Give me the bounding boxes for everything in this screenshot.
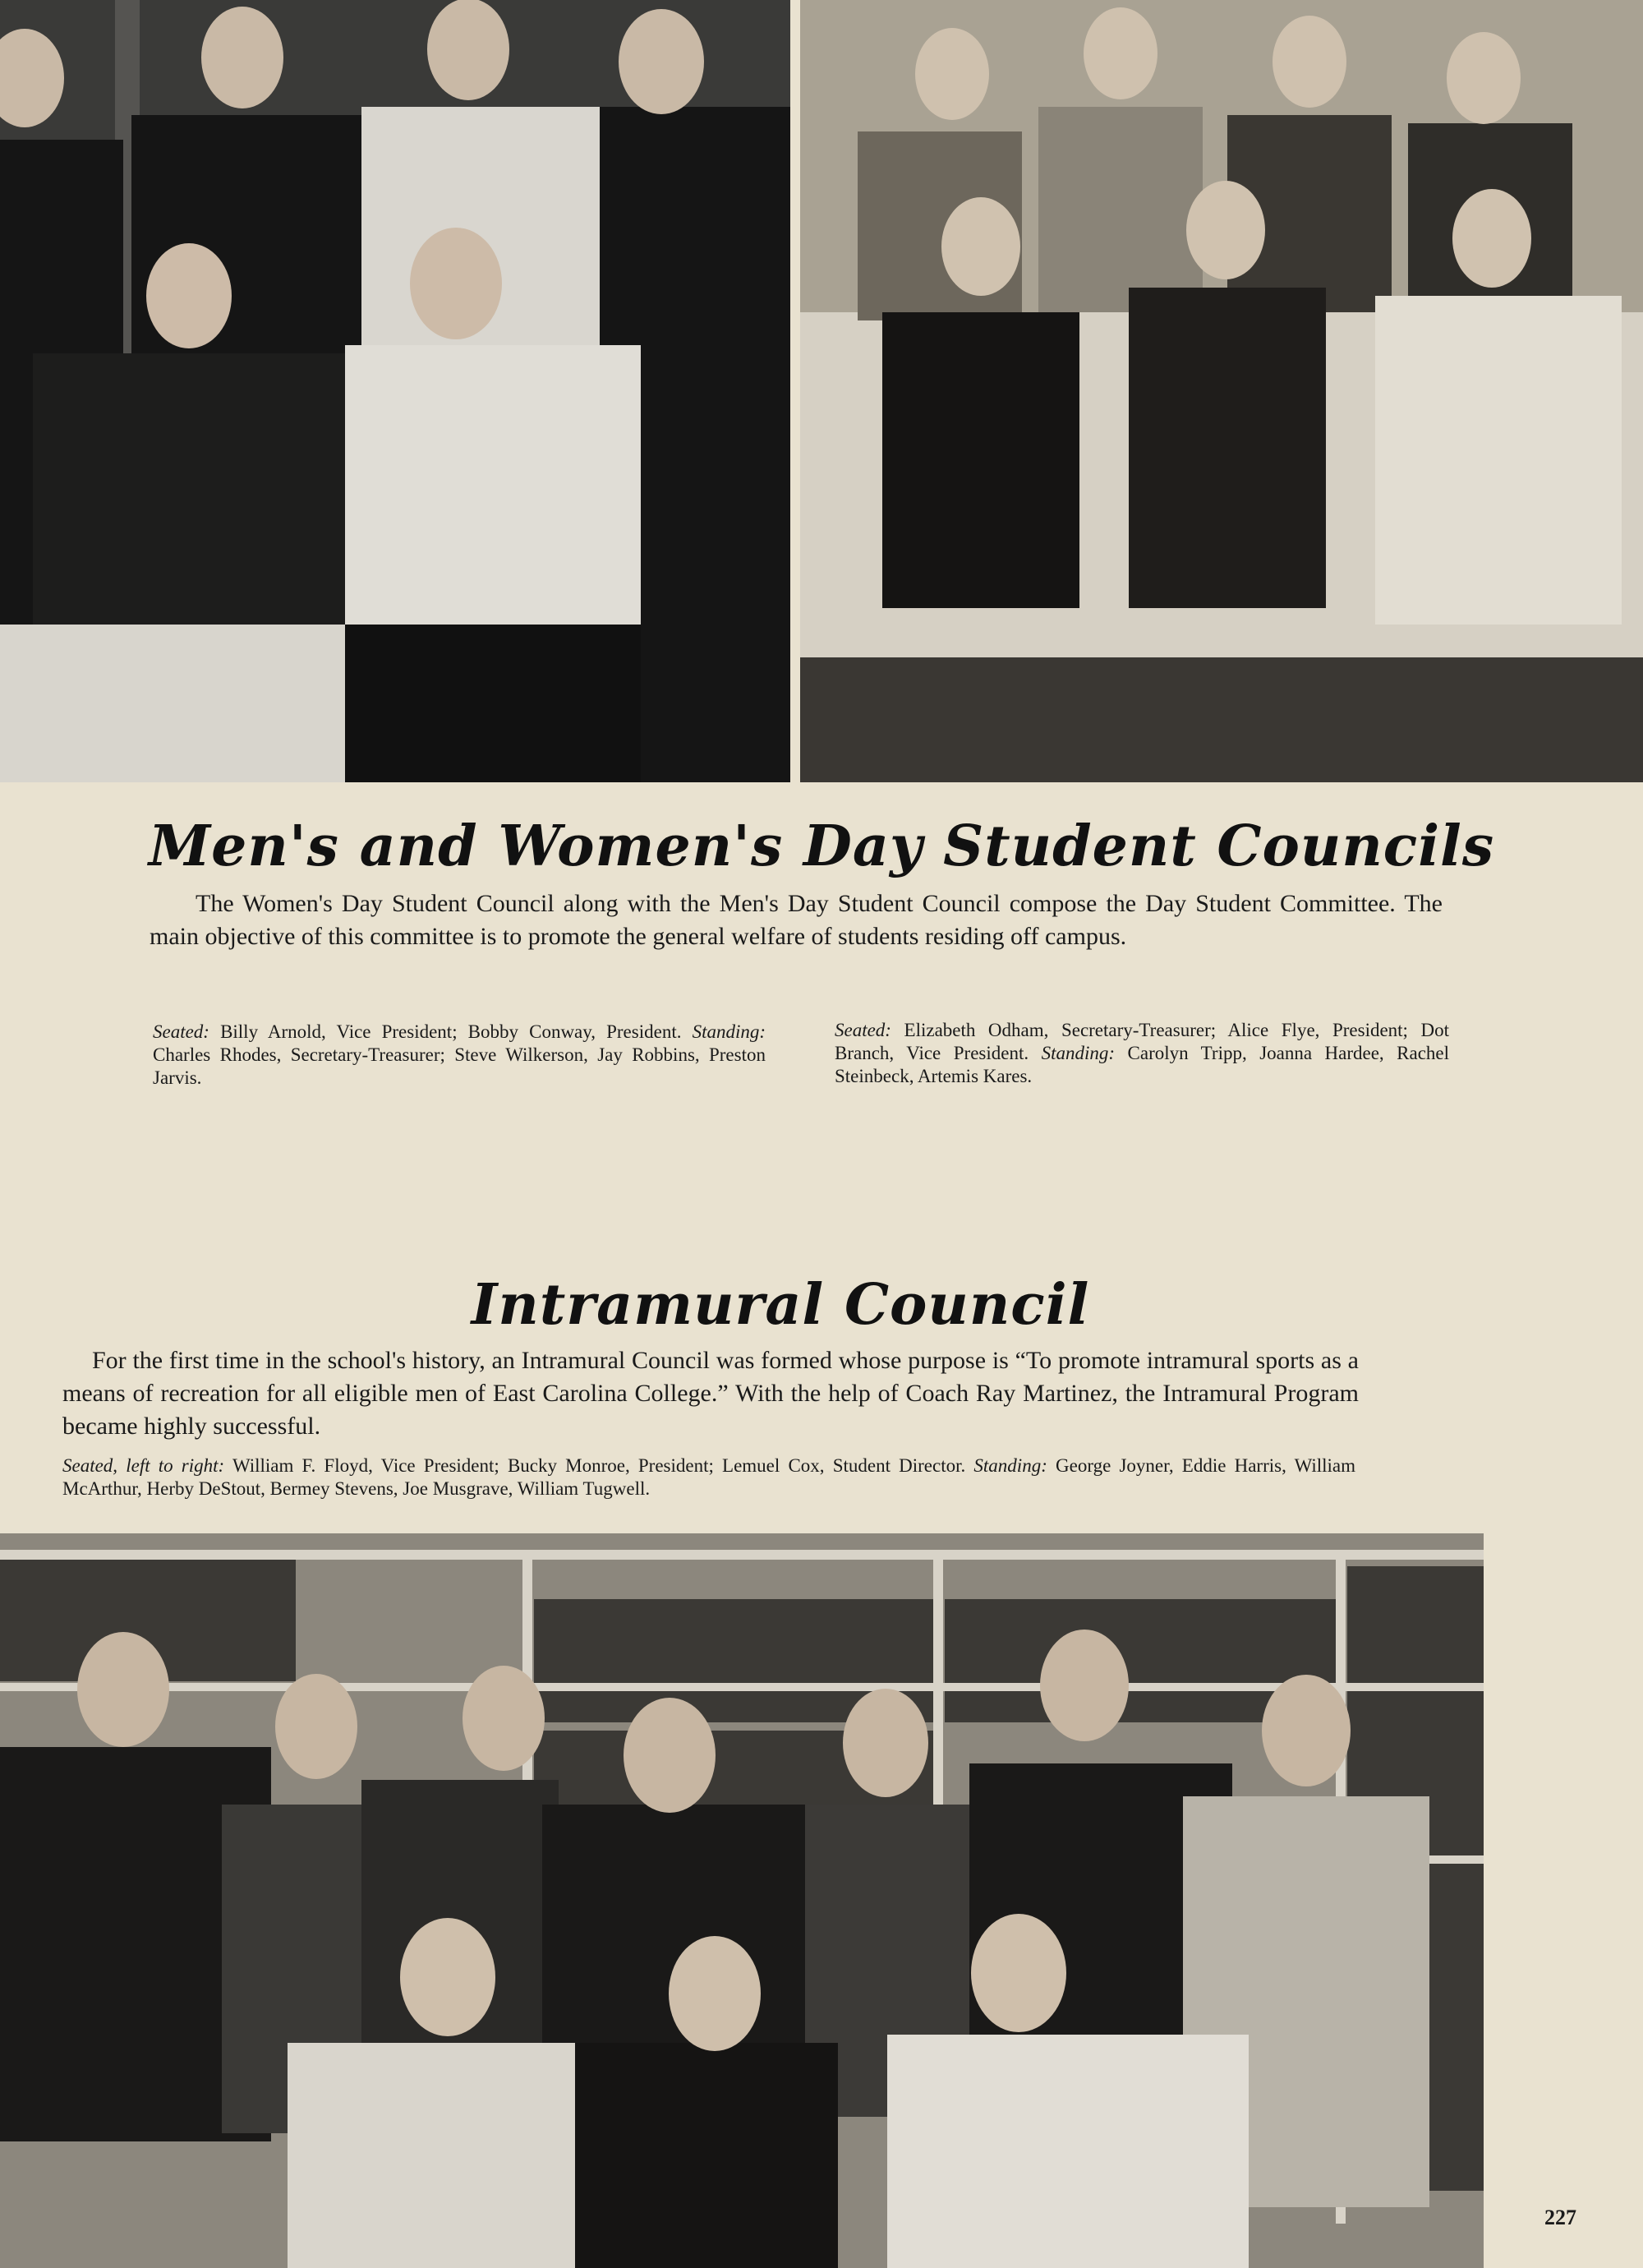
seated-text: William F. Floyd, Vice President; Bucky Monroe, President; Lemuel Cox, Student Director. — [232, 1455, 966, 1476]
womens-council-caption — [835, 1019, 1449, 1088]
womens-council-photo-figures — [800, 0, 1643, 782]
mens-council-caption — [153, 1021, 766, 1090]
seated-label: Seated: — [153, 1021, 209, 1042]
councils-paragraph: The Women's Day Student Council along with the Men's Day Student Council compose the Day Student Committee. The main objective of this committee is to promote the general welfare of students residing off campus. — [150, 890, 1443, 950]
standing-text: Carolyn Tripp, Joanna Hardee, Rachel Steinbeck, Artemis Kares. — [835, 1043, 1450, 1086]
standing-label: Standing: — [973, 1455, 1047, 1476]
standing-label: Standing: — [1041, 1043, 1116, 1063]
standing-label: Standing: — [692, 1021, 766, 1042]
intramural-caption — [62, 1454, 1355, 1500]
seated-text: Billy Arnold, Vice President; Bobby Conway, President. — [220, 1021, 682, 1042]
seated-label: Seated, left to right: — [62, 1455, 225, 1476]
mens-council-photo — [0, 0, 790, 782]
page-number: 227 — [1544, 2206, 1576, 2229]
councils-title: Men's and Women's Day Student Councils — [148, 814, 1495, 879]
standing-text: George Joyner, Eddie Harris, William McArthur, Herby DeStout, Bermey Stevens, Joe Musgrave, William Tugwell. — [62, 1455, 1356, 1499]
seated-text: Elizabeth Odham, Secretary-Treasurer; Alice Flye, President; Dot Branch, Vice President. — [835, 1020, 1450, 1063]
seated-label: Seated: — [835, 1020, 891, 1040]
intramural-paragraph: For the first time in the school's history, an Intramural Council was formed whose purpose is “To promote intramural sports as a means of recreation for all eligible men of East Carolina College.” With the help of Coach Ray Martinez, the Intramural Program became highly successful. — [62, 1347, 1359, 1440]
womens-council-photo — [800, 0, 1643, 782]
mens-council-photo-figures — [0, 0, 790, 782]
standing-text: Charles Rhodes, Secretary-Treasurer; Steve Wilkerson, Jay Robbins, Preston Jarvis. — [153, 1044, 766, 1088]
intramural-title: Intramural Council — [471, 1272, 1090, 1338]
intramural-council-photo-figures — [0, 1533, 1484, 2268]
intramural-council-photo — [0, 1533, 1484, 2268]
